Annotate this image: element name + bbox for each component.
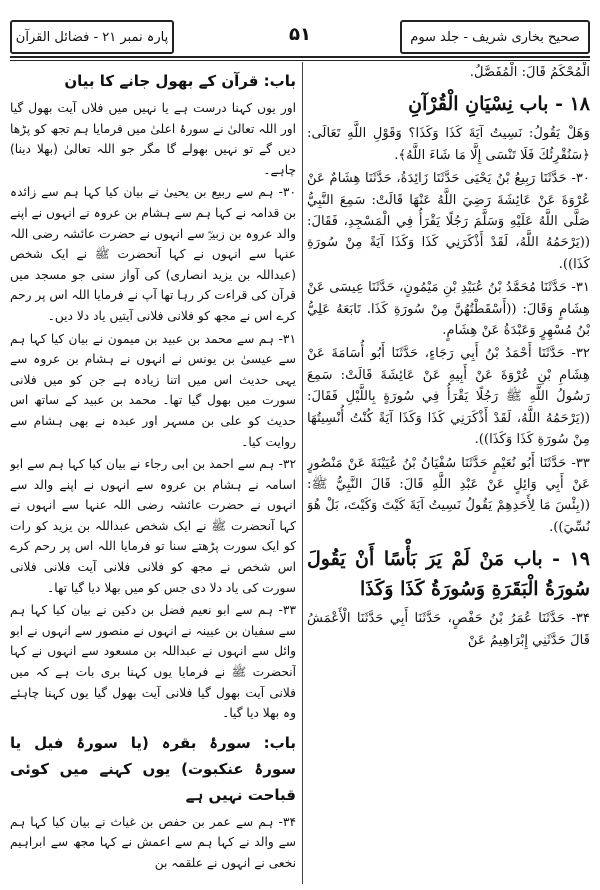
urdu-hadith-32: ۳۲- ہم سے احمد بن ابی رجاء نے بیان کیا کہا ہم سے ابو اسامہ نے ہشام بن عروہ سے انہوں نے اپنے والد سے انہوں نے حضرت عائشہ رضی اللہ عنہا سے انہوں نے کہا آنحضرت ﷺ نے ایک شخص عبداللہ بن یزید کو رات کو ایک سورت پڑھتے سنا تو فرمایا اللہ اس پر رحم کرے اس شخص نے مجھ کو فلانی فلانی آیت فلانی فلانی سورت کی یاد دلا دی جس کو میں بھلا دیا گیا تھا۔: [10, 457, 296, 595]
column-divider: [302, 62, 303, 884]
page-header: [10, 14, 590, 56]
urdu-hadith-33: ۳۳- ہم سے ابو نعیم فضل بن دکین نے بیان کیا کہا ہم سے سفیان بن عیینہ نے انہوں نے منصور سے انہوں نے ابو وائل سے انہوں نے عبداللہ بن مسعود سے انہوں نے کہا آنحضرت ﷺ نے فرمایا یوں کہنا بری بات ہے کہ میں فلانی آیت بھول گیا فلانی آیت بھول گیا یوں کہنا چاہئے وہ بھلا دیا گیا۔: [10, 603, 296, 721]
arabic-intro: الْمُحْكَمُ قَالَ: الْمُفَصَّلُ.: [469, 65, 590, 80]
urdu-hadith-31: ۳۱- ہم سے محمد بن عبید بن میمون نے بیان کیا کہا ہم سے عیسیٰ بن یونس نے انہوں نے ہشام بن عروہ سے یہی حدیث اس میں اتنا زیادہ ہے جن کو میں فلانی سورت میں بھول گیا تھا۔ محمد بن عبید کے ساتھ اس حدیث کو علی بن مسہر اور عبدہ نے بھی ہشام سے روایت کیا۔: [10, 331, 296, 449]
book-title: صحیح بخاری شریف - جلد سوم: [410, 29, 580, 45]
section-title-box: [10, 20, 174, 54]
arabic-chapter-18-title: ۱۸ - باب نِسْيَانِ الْقُرْآنِ: [408, 93, 590, 116]
arabic-chapter-18-text: وَهَلْ يَقُولُ: نَسِيتُ آيَةَ كَذَا وَكَذَا؟ وَقَوْلِ اللَّهِ تَعَالَى: ﴿سَنُقْرِئُكَ فَلَا تَنْسَى إِلَّا مَا شَاءَ اللَّهُ﴾.: [307, 126, 590, 163]
arabic-hadith-33: ۳۳- حَدَّثَنَا أَبُو نُعَيْمٍ حَدَّثَنَا سُفْيَانُ بْنُ عُيَيْنَةَ عَنْ مَنْصُورٍ عَنْ أَبِي وَائِلٍ عَنْ عَبْدِ اللَّهِ قَالَ: قَالَ النَّبِيُّ ﷺ: ((بِئْسَ مَا لِأَحَدِهِمْ يَقُولُ نَسِيتُ آيَةَ كَيْتَ وَكَيْتَ، بَلْ هُوَ نُسِّيَ)).: [307, 455, 590, 535]
header-rule-thin: [10, 60, 590, 61]
arabic-hadith-34: ۳۴- حَدَّثَنَا عُمَرُ بْنُ حَفْصٍ، حَدَّثَنَا أَبِي حَدَّثَنَا الْأَعْمَشُ قَالَ حَدَّثَنِي إِبْرَاهِيمُ عَنْ: [307, 611, 590, 648]
urdu-chapter-title: باب: قرآن کے بھول جانے کا بیان: [64, 72, 296, 90]
urdu-hadith-30: ۳۰- ہم سے ربیع بن یحییٰ نے بیان کیا کہا ہم سے زائدہ بن قدامہ نے کہا ہم سے ہشام بن عروہ نے انہوں نے اپنے والد عروہ بن زبیرؓ سے انہوں نے حضرت عائشہ رضی اللہ عنہا سے انہوں نے کہا آنحضرت ﷺ نے ایک شخص (عبداللہ بن یزید انصاری) کی آواز سنی جو مسجد میں قرآن کی قراءت کر رہا تھا آپ نے فرمایا اللہ اس پر رحم کرے اس نے مجھ کو فلانی فلانی آیتیں یاد دلا دیں۔: [10, 185, 296, 323]
urdu-column: [10, 62, 296, 884]
header-rule: [10, 56, 590, 58]
arabic-hadith-31: ۳۱- حَدَّثَنَا مُحَمَّدُ بْنُ عُبَيْدِ بْنِ مَيْمُونٍ، حَدَّثَنَا عِيسَى عَنْ هِشَامٍ وَقَالَ: ((أَسْقَطْتُهُنَّ مِنْ سُورَةِ كَذَا. تَابَعَهُ عَلِيُّ بْنُ مُسْهِرٍ وَعَبْدَةُ عَنْ هِشَامٍ.: [307, 280, 590, 339]
section-title: پارہ نمبر ۲۱ - فضائل القرآن: [15, 29, 169, 45]
book-title-box: [400, 20, 590, 54]
urdu-intro: اور یوں کہنا درست ہے یا نہیں میں فلاں آیت بھول گیا اور اللہ تعالیٰ نے سورۂ اعلیٰ میں فرمایا ہم تجھ کو پڑھا دیں گے تو نہیں بھولے گا مگر جو اللہ تعالیٰ (بھلا دینا) چاہے۔: [10, 101, 296, 177]
arabic-hadith-30: ۳۰- حَدَّثَنَا رَبِيعُ بْنُ يَحْيَى حَدَّثَنَا زَائِدَةُ، حَدَّثَنَا هِشَامٌ عَنْ عُرْوَةَ عَنْ عَائِشَةَ رَضِيَ اللَّهُ عَنْهَا قَالَتْ: سَمِعَ النَّبِيُّ صَلَّى اللَّهُ عَلَيْهِ وَسَلَّمَ رَجُلًا يَقْرَأُ فِي الْمَسْجِدِ، فَقَالَ: ((يَرْحَمُهُ اللَّهُ، لَقَدْ أَذْكَرَنِي كَذَا وَكَذَا آيَةً مِنْ سُورَةِ كَذَا)).: [307, 171, 590, 272]
urdu-chapter-2-title: باب: سورۂ بقرہ (یا سورۂ فیل یا سورۂ عنکبوت) یوں کہنے میں کوئی قباحت نہیں ہے: [10, 733, 296, 804]
urdu-hadith-34: ۳۴- ہم سے عمر بن حفص بن غیاث نے بیان کیا کہا ہم سے والد نے کہا ہم سے اعمش نے کہا مجھ سے ابراہیم نخعی نے انہوں نے علقمہ بن: [10, 814, 296, 870]
arabic-hadith-32: ۳۲- حَدَّثَنَا أَحْمَدُ بْنُ أَبِي رَجَاءٍ، حَدَّثَنَا أَبُو أُسَامَةَ عَنْ هِشَامِ بْنِ عُرْوَةَ عَنْ أَبِيهِ عَنْ عَائِشَةَ قَالَتْ: سَمِعَ رَسُولُ اللَّهِ ﷺ رَجُلًا يَقْرَأُ فِي سُورَةٍ بِاللَّيْلِ فَقَالَ: ((يَرْحَمُهُ اللَّهُ، لَقَدْ أَذْكَرَنِي كَذَا وَكَذَا آيَةً كُنْتُ أُنْسِيتُهَا مِنْ سُورَةِ كَذَا وَكَذَا)).: [307, 346, 590, 448]
page-number: ۵۱: [289, 24, 311, 45]
arabic-column: [307, 62, 590, 884]
arabic-chapter-19-title: ۱۹ - باب مَنْ لَمْ يَرَ بَأْسًا أَنْ يَقُولَ سُورَةُ الْبَقَرَةِ وَسُورَةُ كَذَا وَكَذَا: [307, 548, 590, 601]
